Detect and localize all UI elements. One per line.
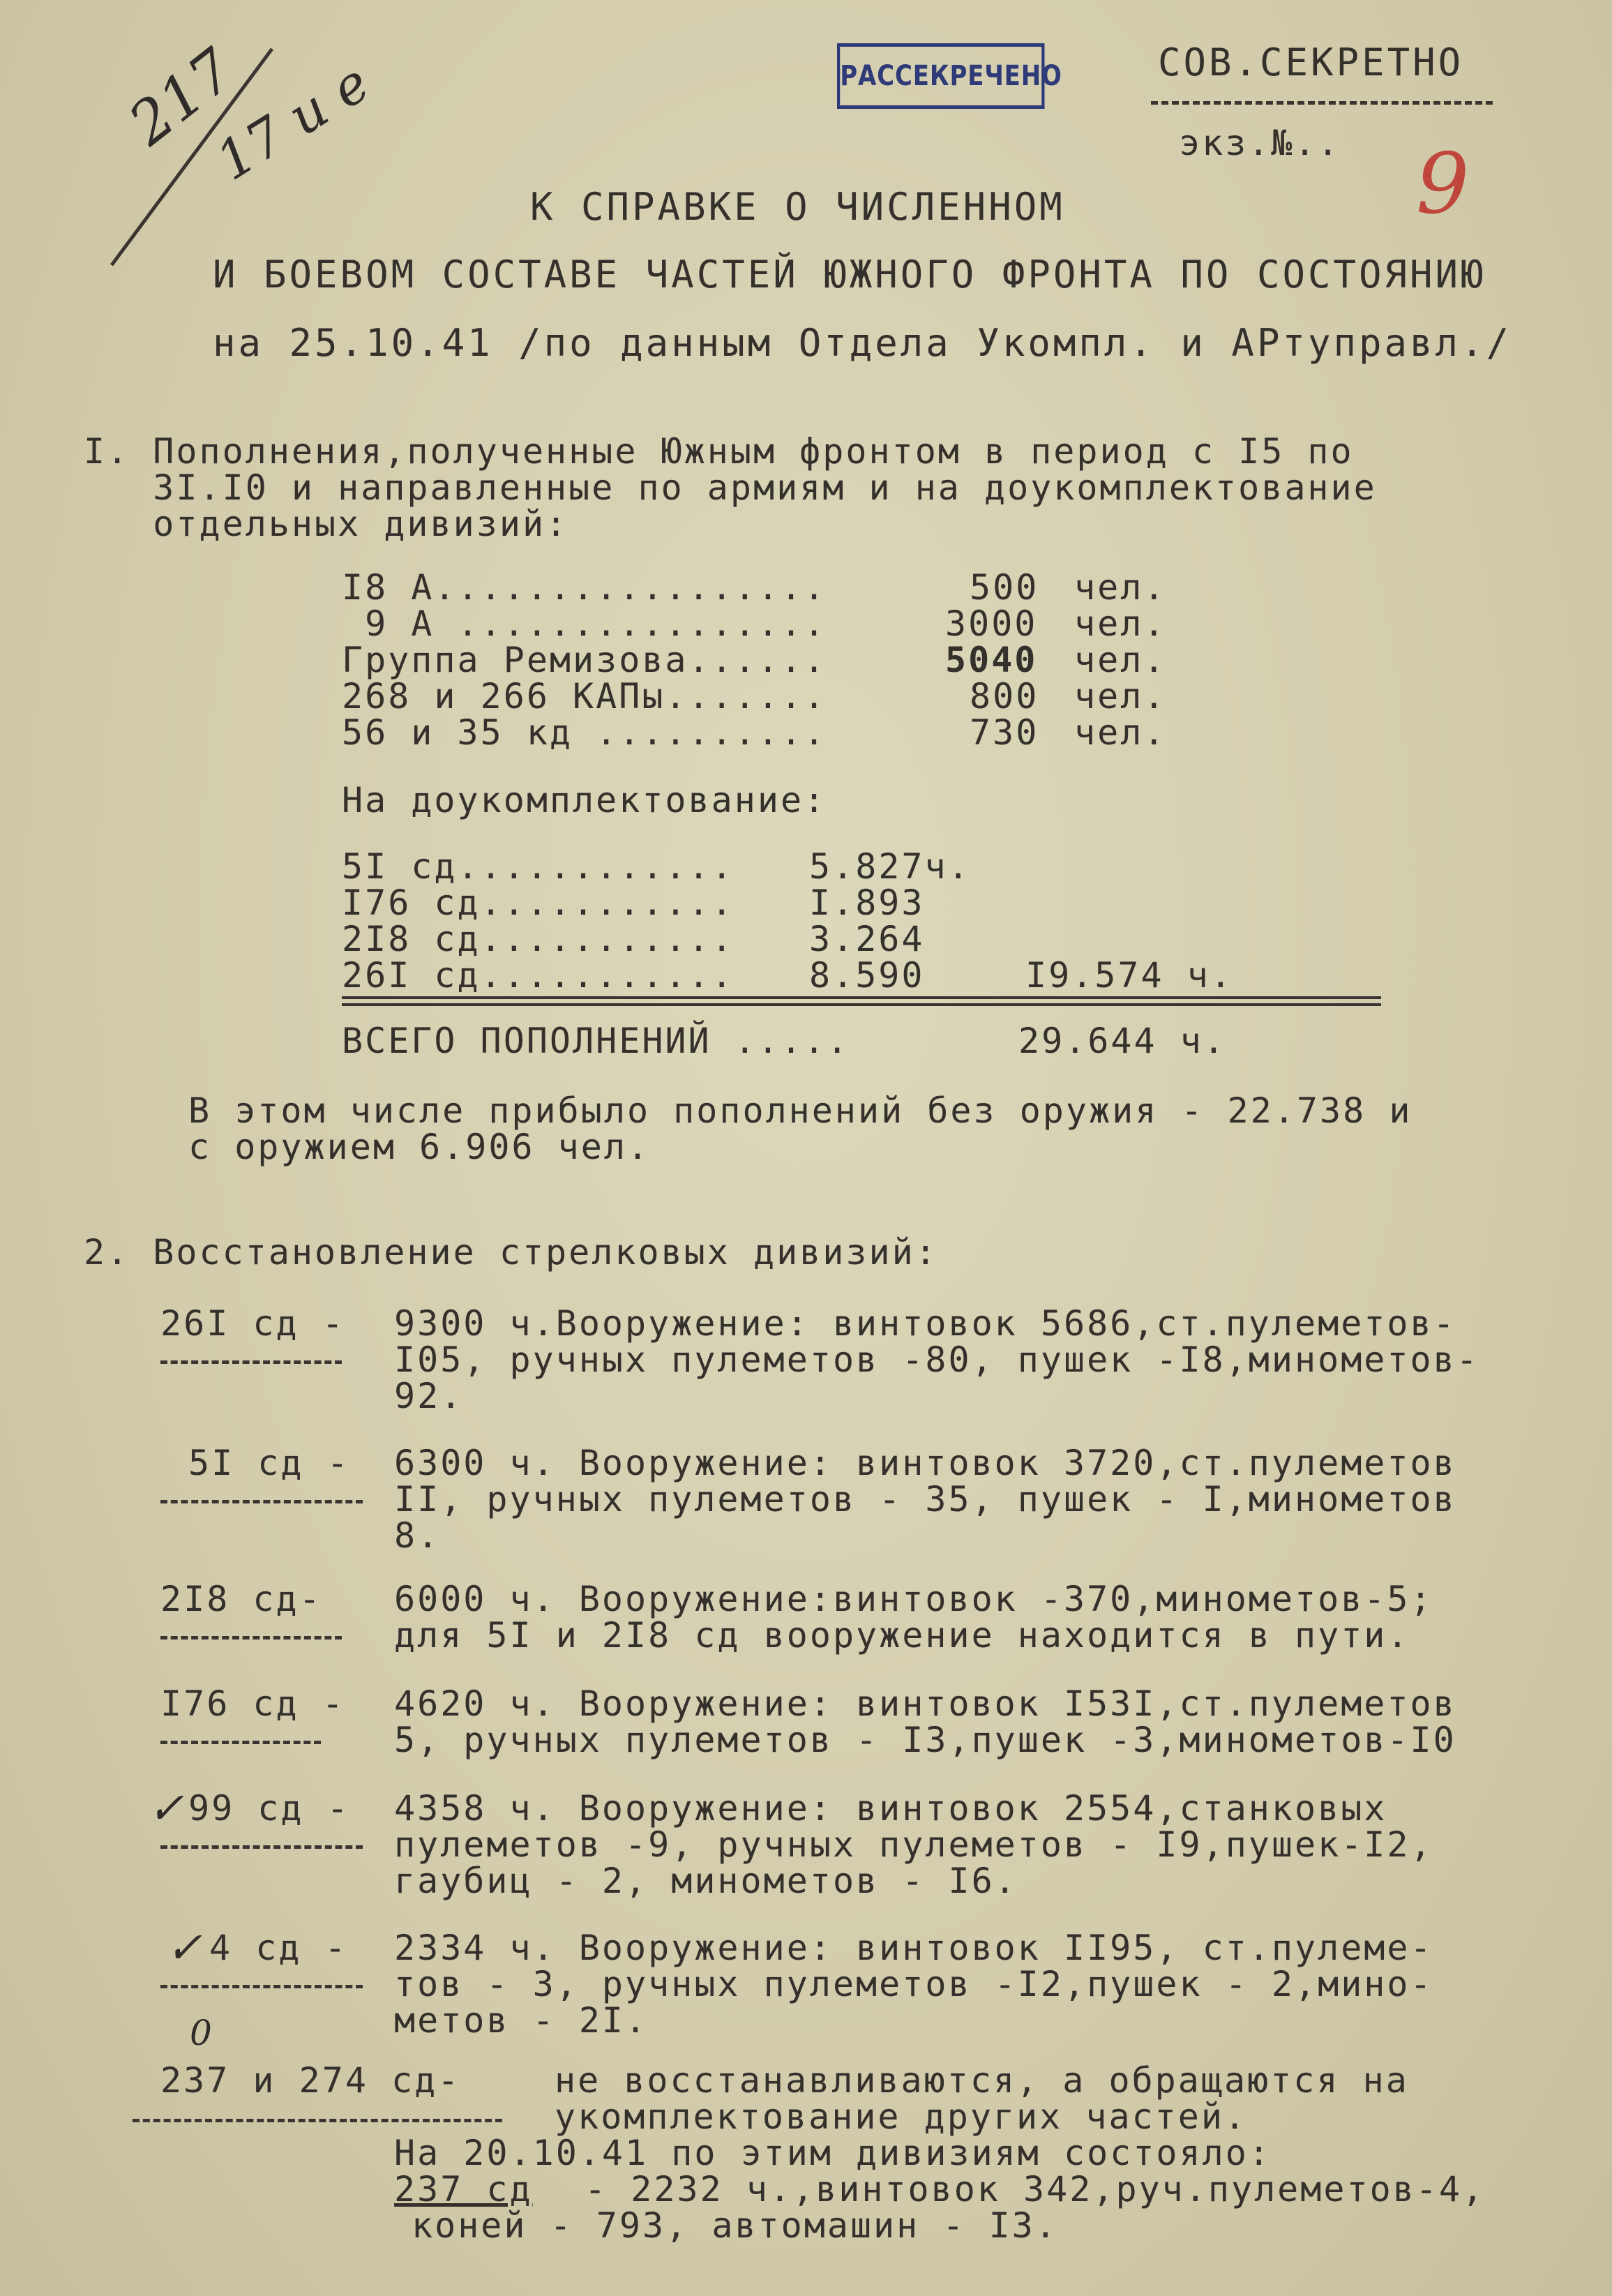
army-row-unit: 9 А ................: [342, 603, 827, 644]
declassified-stamp: РАССЕКРЕЧЕНО: [837, 43, 1045, 109]
army-row-unit: 56 и 35 кд ..........: [342, 712, 827, 753]
title-line-1: К СПРАВКЕ О ЧИСЛЕННОМ: [530, 185, 1065, 229]
division-line: 4620 ч. Вооружение: винтовок I53I,ст.пулеметов: [394, 1683, 1456, 1724]
division-underline: [160, 1360, 342, 1364]
division-underline: [160, 1985, 363, 1988]
completion-row-count: 8.590: [809, 955, 925, 996]
division-line: 6000 ч. Вооружение:винтовок -370,минометов-5;: [394, 1579, 1433, 1619]
completion-row-unit: I76 сд...........: [342, 883, 735, 923]
handwritten-note-date: 17 и е: [205, 51, 380, 193]
division-line: II, ручных пулеметов - 35, пушек - I,минометов: [394, 1479, 1456, 1520]
army-row-unit: I8 А.................: [342, 567, 827, 608]
division-line: укомплектование других частей.: [555, 2096, 1248, 2137]
division-underline: [133, 2119, 502, 2122]
section1-intro-line: отдельных дивизий:: [84, 504, 569, 544]
section1-intro-line: 3I.I0 и направленные по армиям и на доукомплектование: [84, 467, 1377, 508]
division-line: 4358 ч. Вооружение: винтовок 2554,станковых: [394, 1788, 1387, 1829]
division-unit: I76 сд -: [160, 1683, 345, 1724]
division-underline: [160, 1845, 363, 1849]
completion-row-count: I.893: [809, 883, 925, 923]
division-line: 9300 ч.Вооружение: винтовок 5686,ст.пулеметов-: [394, 1303, 1456, 1344]
title-line-3: на 25.10.41 /по данным Отдела Укомпл. и АРтуправл./: [213, 321, 1512, 365]
army-row-unit: Группа Ремизова......: [342, 640, 827, 680]
division-line: тов - 3, ручных пулеметов -I2,пушек - 2,мино-: [394, 1964, 1433, 2004]
handwritten-page-number: 9: [1416, 136, 1470, 233]
division-line: для 5I и 2I8 сд вооружение находится в пути.: [394, 1615, 1410, 1656]
division-underline: [160, 1500, 363, 1503]
army-row-count: 3000: [945, 603, 1038, 644]
completion-row-count: 5.827ч.: [809, 846, 971, 887]
sub-line: коней - 793, автомашин - I3.: [412, 2205, 1058, 2246]
division-line: 6300 ч. Вооружение: винтовок 3720,ст.пулеметов: [394, 1443, 1456, 1483]
division-unit: 5I сд -: [188, 1443, 350, 1483]
completion-row-total: I9.574 ч.: [1025, 955, 1233, 996]
army-row-unit-label: чел.: [1074, 640, 1167, 680]
completion-row-unit: 5I сд............: [342, 846, 735, 887]
division-unit: 26I сд -: [160, 1303, 345, 1344]
title-line-2: И БОЕВОМ СОСТАВЕ ЧАСТЕЙ ЮЖНОГО ФРОНТА ПО СОСТОЯНИЮ: [213, 253, 1486, 297]
check-mark: ✓: [148, 1783, 184, 1833]
division-line: не восстанавливаются, а обращаются на: [555, 2060, 1409, 2101]
army-row-unit-label: чел.: [1074, 567, 1167, 608]
total-label: ВСЕГО ПОПОЛНЕНИЙ .....: [342, 1021, 850, 1061]
army-row-count: 800: [970, 676, 1039, 716]
division-unit: 4 сд -: [209, 1928, 348, 1968]
division-line: 92.: [394, 1376, 464, 1416]
handwritten-mark: 0: [190, 2013, 212, 2053]
section1-note-line: с оружием 6.906 чел.: [188, 1127, 651, 1167]
division-line: 8.: [394, 1515, 441, 1556]
division-line: 5, ручных пулеметов - I3,пушек -3,минометов-I0: [394, 1720, 1456, 1760]
division-underline: [160, 1636, 342, 1640]
copy-number-label: экз.№..: [1179, 123, 1341, 163]
check-mark: ✓: [166, 1922, 202, 1973]
sub-header: На 20.10.41 по этим дивизиям состояло:: [394, 2133, 1272, 2173]
army-row-unit-label: чел.: [1074, 712, 1167, 753]
division-line: метов - 2I.: [394, 2000, 649, 2041]
total-value: 29.644 ч.: [1018, 1021, 1226, 1061]
division-unit: 237 и 274 сд-: [160, 2060, 461, 2101]
army-row-unit: 268 и 266 КАПы.......: [342, 676, 827, 716]
completion-row-unit: 26I сд...........: [342, 955, 735, 996]
section1-note-line: В этом числе прибыло пополнений без оружия - 22.738 и: [188, 1090, 1413, 1131]
division-line: пулеметов -9, ручных пулеметов - I9,пушек-I2,: [394, 1824, 1433, 1865]
sub-unit: 237 сд: [394, 2169, 533, 2209]
completion-header: На доукомплектование:: [342, 780, 827, 820]
division-line: I05, ручных пулеметов -80, пушек -I8,минометов-: [394, 1340, 1479, 1380]
section1-intro-line: I. Пополнения,полученные Южным фронтом в период с I5 по: [84, 431, 1354, 472]
completion-row-unit: 2I8 сд...........: [342, 919, 735, 959]
army-row-unit-label: чел.: [1074, 676, 1167, 716]
classification-underline: [1151, 101, 1493, 105]
division-unit: 2I8 сд-: [160, 1579, 322, 1619]
completion-row-count: 3.264: [809, 919, 925, 959]
division-unit: 99 сд -: [188, 1788, 350, 1829]
army-row-count: 5040: [945, 640, 1038, 680]
classification-label: СОВ.СЕКРЕТНО: [1158, 40, 1464, 84]
division-line: гаубиц - 2, минометов - I6.: [394, 1861, 1018, 1901]
total-double-rule: [342, 996, 1381, 1006]
army-row-count: 500: [970, 567, 1039, 608]
division-line: 2334 ч. Вооружение: винтовок II95, ст.пулеме-: [394, 1928, 1433, 1968]
sub-line: - 2232 ч.,винтовок 342,руч.пулеметов-4,: [562, 2169, 1486, 2209]
section2-heading: 2. Восстановление стрелковых дивизий:: [84, 1232, 938, 1273]
army-row-count: 730: [970, 712, 1039, 753]
handwritten-note-number: 217: [116, 36, 247, 158]
division-underline: [160, 1741, 321, 1744]
army-row-unit-label: чел.: [1074, 603, 1167, 644]
